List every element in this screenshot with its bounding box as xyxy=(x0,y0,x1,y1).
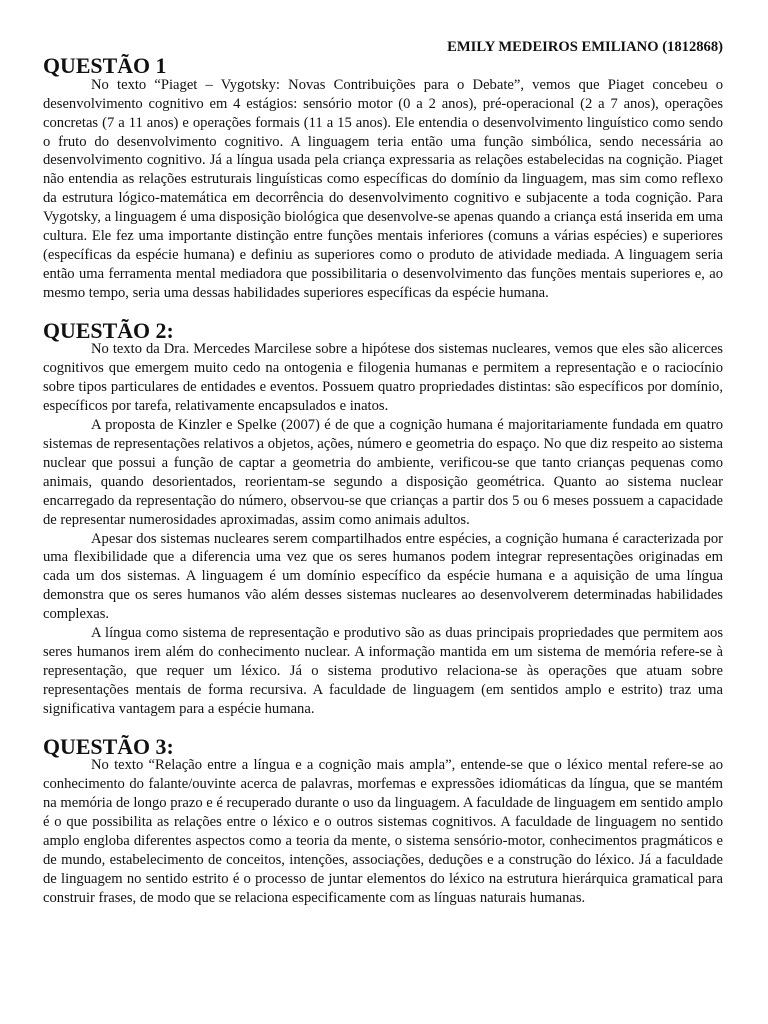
paragraph: A proposta de Kinzler e Spelke (2007) é de que a cognição humana é majoritariamente fundada em quatro sistemas de representações relativos a objetos, ações, número e geometria do espaço. No que diz respeito ao sistema nuclear que possui a função de captar a geometria do ambiente, verificou-se que tanto crianças pequenas como animais, quando desorientados, reorientam-se segundo a disposição geométrica. Quanto ao sistema nuclear encarregado da representação do número, observou-se que crianças a partir dos 5 ou 6 meses possuem a capacidade de representar numerosidades aproximadas, assim como animais adultos. xyxy=(43,417,723,528)
paragraph: A língua como sistema de representação e produtivo são as duas principais propriedades que permitem aos seres humanos irem além do conhecimento nuclear. A informação mantida em um sistema de memória refere-se à representação, que requer um léxico. Já o sistema produtivo relaciona-se às operações que atuam sobre representações mentais de forma recursiva. A faculdade de linguagem (em sentidos amplo e estrito) traz uma significativa vantagem para a espécie humana. xyxy=(43,625,723,717)
section-heading: QUESTÃO 2: xyxy=(43,317,174,343)
section-questao-3 xyxy=(43,733,723,908)
author-name: EMILY MEDEIROS EMILIANO (1812868) xyxy=(447,39,723,55)
section-heading: QUESTÃO 1 xyxy=(43,52,167,78)
section-heading: QUESTÃO 3: xyxy=(43,733,174,759)
document-page xyxy=(43,38,723,908)
paragraph: No texto “Piaget – Vygotsky: Novas Contribuições para o Debate”, vemos que Piaget concebeu o desenvolvimento cognitivo em 4 estágios: sensório motor (0 a 2 anos), pré-operacional (2 a 7 anos), operações concretas (7 a 11 anos) e operações formais (11 a 15 anos). Ele entendia o desenvolvimento linguístico como sendo o fruto do desenvolvimento cognitivo. A linguagem teria então uma função simbólica, sendo necessária ao desenvolvimento cognitivo. Já a língua usada pela criança expressaria as relações estabelecidas na cognição. Piaget não entendia as relações estruturais linguísticas como específicas do domínio da linguagem, mas sim como reflexo da estrutura lógico-matemática em decorrência do desenvolvimento cognitivo e subjacente a toda cognição. Para Vygotsky, a linguagem é uma disposição biológica que desenvolve-se apenas quando a criança está inserida em uma cultura. Ele fez uma importante distinção entre funções mentais inferiores (comuns a várias espécies) e superiores (específicas da espécie humana) e definiu as superiores como o produto de atividade mediada. A linguagem seria então uma ferramenta mental mediadora que possibilitaria o desenvolvimento das funções mentais superiores e, ao mesmo tempo, seria uma dessas habilidades superiores específicas da espécie humana. xyxy=(43,76,723,301)
paragraph: No texto “Relação entre a língua e a cognição mais ampla”, entende-se que o léxico mental refere-se ao conhecimento do falante/ouvinte acerca de palavras, morfemas e expressões idiomáticas da língua, que se mantém na memória de longo prazo e é recuperado durante o uso da linguagem. A faculdade de linguagem em sentido amplo é o que possibilita as relações entre o léxico e o outros sistemas cognitivos. A faculdade de linguagem no sentido amplo engloba diferentes aspectos como a teoria da mente, o sistema sensório-motor, conhecimentos pragmáticos e de mundo, estabelecimento de conceitos, intenções, associações, deduções e a construção do léxico. Já a faculdade de linguagem no sentido estrito é o processo de juntar elementos do léxico na estrutura hierárquica gramatical para construir frases, de modo que se relaciona especificamente com as línguas naturais humanas. xyxy=(43,757,723,906)
paragraph: No texto da Dra. Mercedes Marcilese sobre a hipótese dos sistemas nucleares, vemos que eles são alicerces cognitivos que emergem muito cedo na ontogenia e filogenia humanas e permitem a representação e o raciocínio sobre tipos particulares de entidades e eventos. Possuem quatro propriedades distintas: são específicos por domínio, específicos por tarefa, relativamente encapsulados e inatos. xyxy=(43,341,723,415)
paragraph: Apesar dos sistemas nucleares serem compartilhados entre espécies, a cognição humana é caracterizada por uma flexibilidade que a diferencia uma vez que os seres humanos podem integrar representações originadas em cada um dos sistemas. A linguagem é um domínio específico da espécie humana e a aquisição de uma língua demonstra que os seres humanos vão além desses sistemas nucleares ao desenvolverem determinadas habilidades complexas. xyxy=(43,530,723,623)
section-questao-1 xyxy=(43,52,723,303)
section-questao-2 xyxy=(43,317,723,719)
